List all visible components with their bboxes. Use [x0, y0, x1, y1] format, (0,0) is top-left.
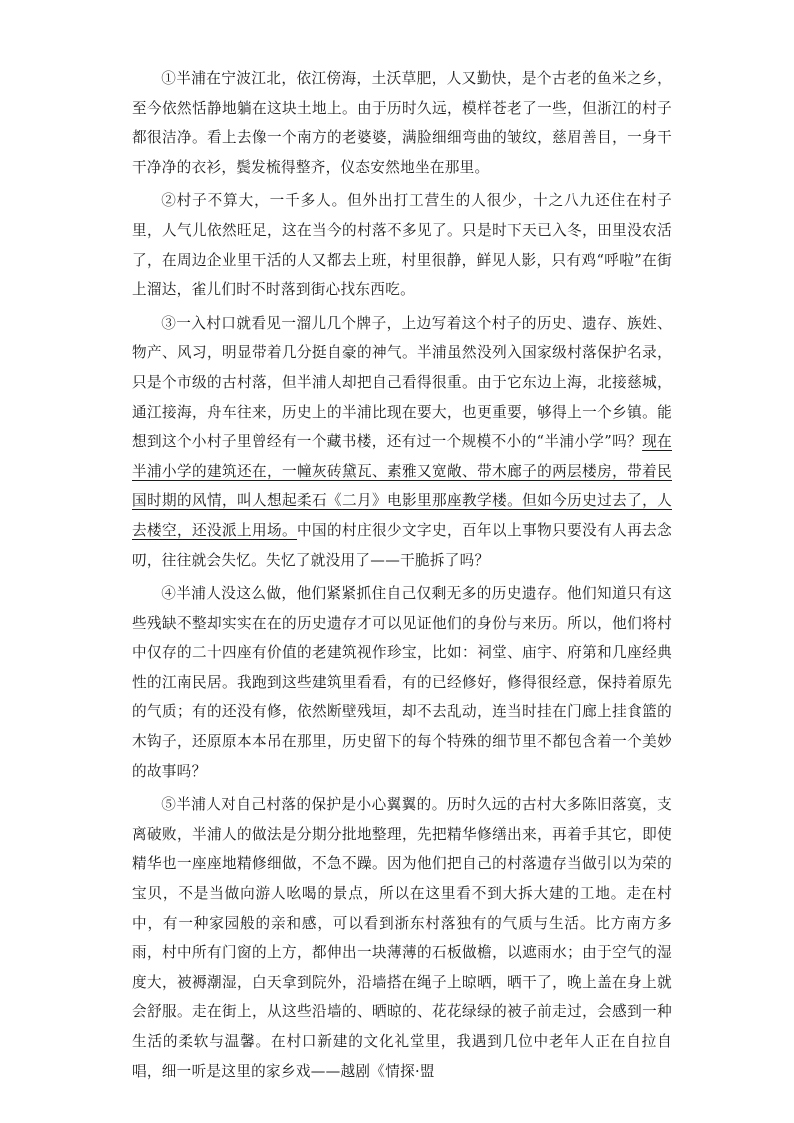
paragraph-3-underlined-sentence: 现在半浦小学的建筑还在，一幢灰砖黛瓦、素雅又宽敞、带木廊子的两层楼房，带着民国时期的风情，叫人想起柔石《二月》电影里那座教学楼。但如今历史过去了，人去楼空，还没派上用场。	[132, 433, 672, 539]
paragraph-1	[132, 64, 672, 182]
paragraph-4-text: ④半浦人没这么做，他们紧紧抓住自己仅剩无多的历史遗存。他们知道只有这些残缺不整却实实在在的历史遗存才可以见证他们的身份与来历。所以，他们将村中仅存的二十四座有价值的老建筑视作珍宝，比如：祠堂、庙宇、府第和几座经典性的江南民居。我跑到这些建筑里看看，有的已经修好，修得很经意，保持着原先的气质；有的还没有修，依然断壁残垣，却不去乱动，连当时挂在门廊上挂食篮的木钩子，还原原本本吊在那里，历史留下的每个特殊的细节里不都包含着一个美妙的故事吗？	[132, 585, 672, 780]
paragraph-3-text-a: ③一入村口就看见一溜儿几个牌子，上边写着这个村子的历史、遗存、族姓、物产、风习，明显带着几分挺自豪的神气。半浦虽然没列入国家级村落保护名录，只是个市级的古村落，但半浦人却把自己看得很重。由于它东边上海，北接慈城，通江接海，舟车往来，历史上的半浦比现在要大，也更重要，够得上一个乡镇。能想到这个小村子里曾经有一个藏书楼，还有过一个规模不小的“半浦小学”吗？	[132, 314, 672, 451]
paragraph-2	[132, 186, 672, 304]
paragraph-5	[132, 790, 672, 1086]
paragraph-5-text: ⑤半浦人对自己村落的保护是小心翼翼的。历时久远的古村大多陈旧落寞，支离破败，半浦人的做法是分期分批地整理，先把精华修缮出来，再着手其它，即使精华也一座座地精修细做，不急不躁。因为他们把自己的村落遗存当做引以为荣的宝贝，不是当做向游人吆喝的景点，所以在这里看不到大拆大建的工地。走在村中，有一种家园般的亲和感，可以看到浙东村落独有的气质与生活。比方南方多雨，村中所有门窗的上方，都伸出一块薄薄的石板做檐，以遮雨水；由于空气的湿度大，被褥潮湿，白天拿到院外，沿墙搭在绳子上晾晒，晒干了，晚上盖在身上就会舒服。走在街上，从这些沿墙的、晒晾的、花花绿绿的被子前走过，会感到一种生活的柔软与温馨。在村口新建的文化礼堂里，我遇到几位中老年人正在自拉自唱，细一听是这里的家乡戏——越剧《情探·盟	[132, 796, 672, 1080]
paragraph-3	[132, 309, 672, 575]
document-page	[132, 64, 672, 1090]
paragraph-4	[132, 579, 672, 786]
paragraph-2-text: ②村子不算大，一千多人。但外出打工营生的人很少，十之八九还住在村子里，人气儿依然旺足，这在当今的村落不多见了。只是时下天已入冬，田里没农活了，在周边企业里干活的人又都去上班，村里很静，鲜见人影，只有鸡“呼啦”在街上溜达，雀儿们时不时落到街心找东西吃。	[132, 192, 672, 299]
paragraph-1-text: ①半浦在宁波江北，依江傍海，土沃草肥，人又勤快，是个古老的鱼米之乡，至今依然恬静地躺在这块土地上。由于历时久远，模样苍老了一些，但浙江的村子都很洁净。看上去像一个南方的老婆婆，满脸细细弯曲的皱纹，慈眉善目，一身干干净净的衣衫，鬓发梳得整齐，仪态安然地坐在那里。	[132, 70, 672, 176]
paragraph-3-text-b: 中国的村庄很少文字史，百年以上事物只要没有人再去念叨，往往就会失忆。失忆了就没用了——干脆拆了吗？	[132, 521, 672, 569]
